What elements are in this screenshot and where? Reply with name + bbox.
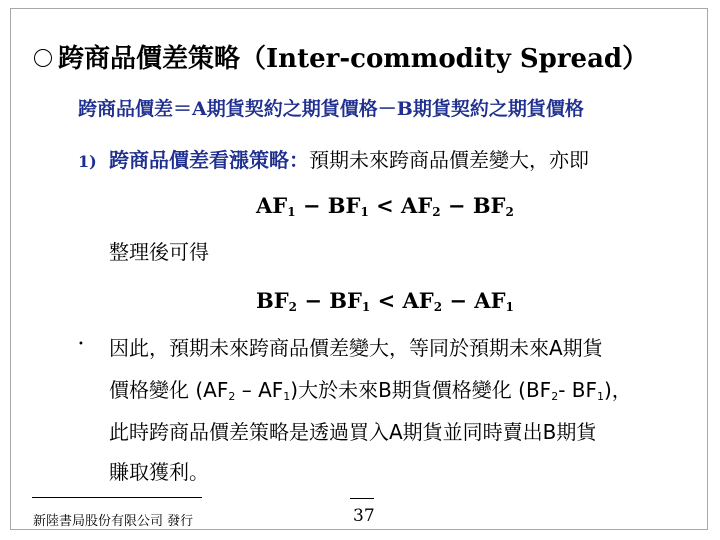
eq1-term-a: AF — [256, 193, 288, 218]
paragraph-line-2 — [109, 374, 632, 403]
title-prefix: 跨商品價差策略（ — [58, 44, 267, 74]
p2-sub-1: 2 — [228, 390, 236, 403]
p2-sub-2: 1 — [283, 390, 291, 403]
bullet-icon: • — [78, 339, 84, 350]
eq1-relation: < — [368, 193, 402, 218]
p2-seg-b: – AF — [235, 378, 284, 402]
eq2-op1: − — [297, 288, 330, 313]
eq1-sub-c: 2 — [432, 205, 441, 219]
p2-seg-c: )大於未來B期貨價格變化 (BF — [290, 378, 552, 402]
eq2-relation: < — [370, 288, 403, 313]
p2-sub-3: 2 — [551, 390, 559, 403]
eq2-term-b: BF — [329, 288, 362, 313]
slide-title — [34, 38, 648, 75]
eq1-term-b: BF — [327, 193, 361, 218]
title-suffix: ） — [622, 44, 649, 74]
eq1-op1: − — [295, 193, 328, 218]
item-text: 預期未來跨商品價差變大，亦即 — [309, 148, 589, 172]
footer-publisher: 新陸書局股份有限公司 發行 — [33, 514, 194, 529]
eq1-term-d: BF — [472, 193, 506, 218]
definition-part3: 期貨契約之期貨價格 — [412, 98, 584, 120]
eq1-sub-d: 2 — [505, 205, 514, 219]
paragraph-line-4: 賺取獲利。 — [109, 460, 209, 484]
p2-seg-a: 價格變化 (AF — [109, 378, 229, 402]
eq2-term-d: AF — [474, 288, 506, 313]
equation-1 — [256, 193, 514, 219]
eq1-term-c: AF — [401, 193, 433, 218]
item-heading: 跨商品價差看漲策略： — [109, 148, 309, 172]
spread-definition — [78, 94, 584, 121]
equation-2 — [256, 288, 514, 314]
footer-divider — [32, 497, 202, 498]
eq2-sub-c: 2 — [433, 300, 443, 314]
page-number-divider — [350, 498, 374, 499]
definition-latin2: B — [396, 98, 413, 120]
arrange-text: 整理後可得 — [109, 240, 209, 264]
slide-frame — [10, 8, 708, 530]
p2-seg-d: - BF — [558, 378, 597, 402]
eq2-term-a: BF — [256, 288, 289, 313]
eq2-op2: − — [442, 288, 475, 313]
item-line — [109, 144, 589, 173]
definition-part2: 期貨契約之期貨價格－ — [206, 98, 397, 120]
eq1-op2: − — [440, 193, 473, 218]
eq2-sub-b: 1 — [361, 300, 371, 314]
item-number: 1) — [78, 152, 97, 171]
eq2-sub-d: 1 — [505, 300, 514, 314]
p2-seg-e: )， — [604, 378, 632, 402]
circle-bullet-icon — [34, 49, 52, 67]
paragraph-line-3: 此時跨商品價差策略是透過買入A期貨並同時賣出B期貨 — [109, 420, 597, 444]
eq1-sub-a: 1 — [287, 205, 296, 219]
definition-latin1: A — [192, 98, 207, 120]
definition-part1: 跨商品價差＝ — [78, 98, 193, 120]
paragraph-line-1: 因此，預期未來跨商品價差變大，等同於預期未來A期貨 — [109, 336, 603, 360]
eq1-sub-b: 1 — [360, 205, 369, 219]
eq2-sub-a: 2 — [288, 300, 298, 314]
eq2-term-c: AF — [402, 288, 434, 313]
title-english: Inter-commodity Spread — [266, 44, 623, 74]
page-number: 37 — [353, 506, 375, 526]
p2-sub-4: 1 — [597, 390, 604, 403]
